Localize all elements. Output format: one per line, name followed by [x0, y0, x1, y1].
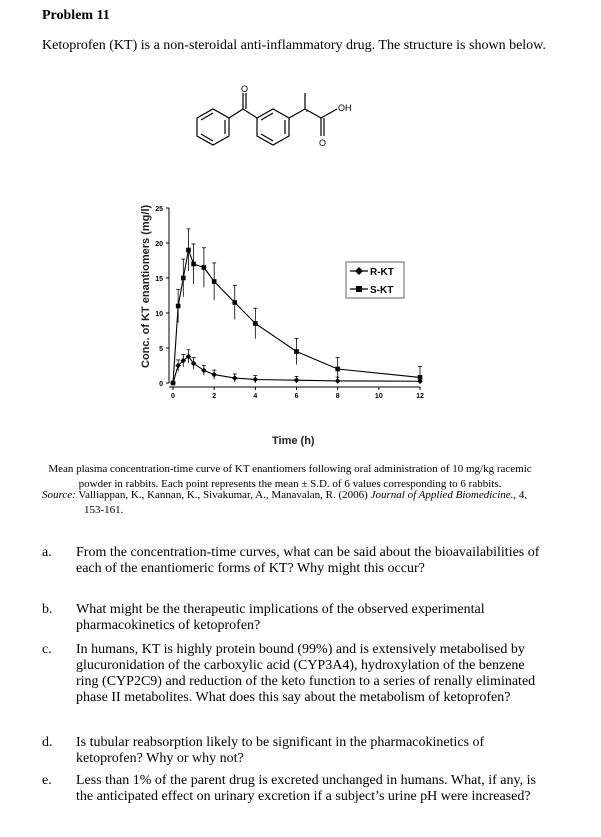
ketone-o-label: O	[241, 84, 249, 94]
intro-text: Ketoprofen (KT) is a non-steroidal anti-inflammatory drug. The structure is shown below.	[42, 38, 546, 53]
data-point-r-kt	[232, 375, 238, 381]
data-point-r-kt	[211, 372, 217, 378]
y-tick-label: 25	[155, 206, 163, 213]
x-tick-label: 12	[416, 393, 424, 400]
y-tick-label: 10	[155, 311, 163, 318]
acid-oh-label: OH	[338, 103, 352, 113]
y-tick-label: 15	[155, 276, 163, 283]
data-point-r-kt	[294, 377, 300, 383]
data-point-s-kt	[191, 262, 196, 267]
figure-caption: Mean plasma concentration-time curve of KT enantiomers following oral administration of 10 mg/kg racemic powder in rabbits. Each point represents the mean ± S.D. of 6 values corresponding to 6 rabbits.	[48, 463, 532, 490]
ketoprofen-structure	[185, 80, 405, 170]
x-tick-label: 6	[294, 393, 299, 400]
question-letter: c.	[42, 642, 52, 657]
source-journal: Journal of Applied Biomedicine.	[370, 489, 514, 501]
chart-legend	[346, 262, 404, 298]
x-tick-label: 0	[171, 393, 175, 400]
question-text: What might be the therapeutic implications of the observed experimental pharmacokinetics of ketoprofen?	[76, 602, 485, 633]
question-letter: a.	[42, 545, 52, 560]
source-pages: 153-161.	[84, 504, 124, 516]
y-tick-label: 20	[155, 241, 163, 248]
stereocenter-dot	[306, 110, 308, 112]
y-tick-label: 5	[159, 346, 163, 353]
data-point-s-kt	[253, 321, 258, 326]
data-point-r-kt	[253, 377, 259, 383]
source-citation	[42, 488, 562, 518]
y-axis-label: Conc. of KT enantiomers (mg/l)	[140, 204, 152, 368]
source-authors: Valliappan, K., Kannan, K., Sivakumar, A., Manavalan, R. (2006)	[78, 489, 368, 501]
source-volume: , 4,	[513, 489, 528, 501]
x-tick-label: 10	[374, 393, 383, 400]
question-text: From the concentration-time curves, what can be said about the bioavailabilities of each of the enantiomeric forms of KT? Why might this occur?	[76, 545, 540, 576]
legend-square-icon	[356, 286, 362, 292]
concentration-time-chart	[130, 190, 450, 455]
question-text: In humans, KT is highly protein bound (99%) and is extensively metabolised by glucuronidation of the carboxylic acid (CYP3A4), hydroxylation of the benzene ring (CYP2C9) and reduction of the keto function to a series of renally eliminated phase II metabolites. What does this say about the metabolism of ketoprofen?	[76, 642, 536, 705]
question-letter: b.	[42, 602, 53, 617]
x-tick-label: 8	[335, 393, 340, 400]
data-point-s-kt	[181, 276, 186, 281]
data-point-s-kt	[294, 349, 299, 354]
data-point-s-kt	[176, 304, 181, 309]
question-letter: e.	[42, 773, 52, 788]
source-label: Source:	[42, 489, 76, 501]
x-tick-label: 4	[253, 393, 258, 400]
data-point-s-kt	[202, 265, 207, 270]
data-point-s-kt	[335, 367, 340, 372]
data-point-s-kt	[418, 375, 423, 380]
legend-label-r-kt: R-KT	[370, 267, 394, 278]
legend-label-s-kt: S-KT	[370, 285, 394, 296]
data-point-s-kt	[171, 381, 176, 386]
problem-title: Problem 11	[42, 8, 110, 23]
acid-o-label: O	[319, 138, 327, 148]
question-letter: d.	[42, 735, 53, 750]
data-point-s-kt	[186, 248, 191, 253]
question-text: Is tubular reabsorption likely to be significant in the pharmacokinetics of ketoprofen? Why or why not?	[76, 735, 485, 766]
y-tick-label: 0	[159, 381, 163, 388]
data-point-s-kt	[232, 300, 237, 305]
x-axis-label: Time (h)	[272, 435, 315, 447]
data-point-s-kt	[212, 279, 217, 284]
question-text: Less than 1% of the parent drug is excreted unchanged in humans. What, if any, is the anticipated effect on urinary excretion if a subject’s urine pH were increased?	[76, 773, 536, 804]
x-tick-label: 2	[212, 393, 217, 400]
